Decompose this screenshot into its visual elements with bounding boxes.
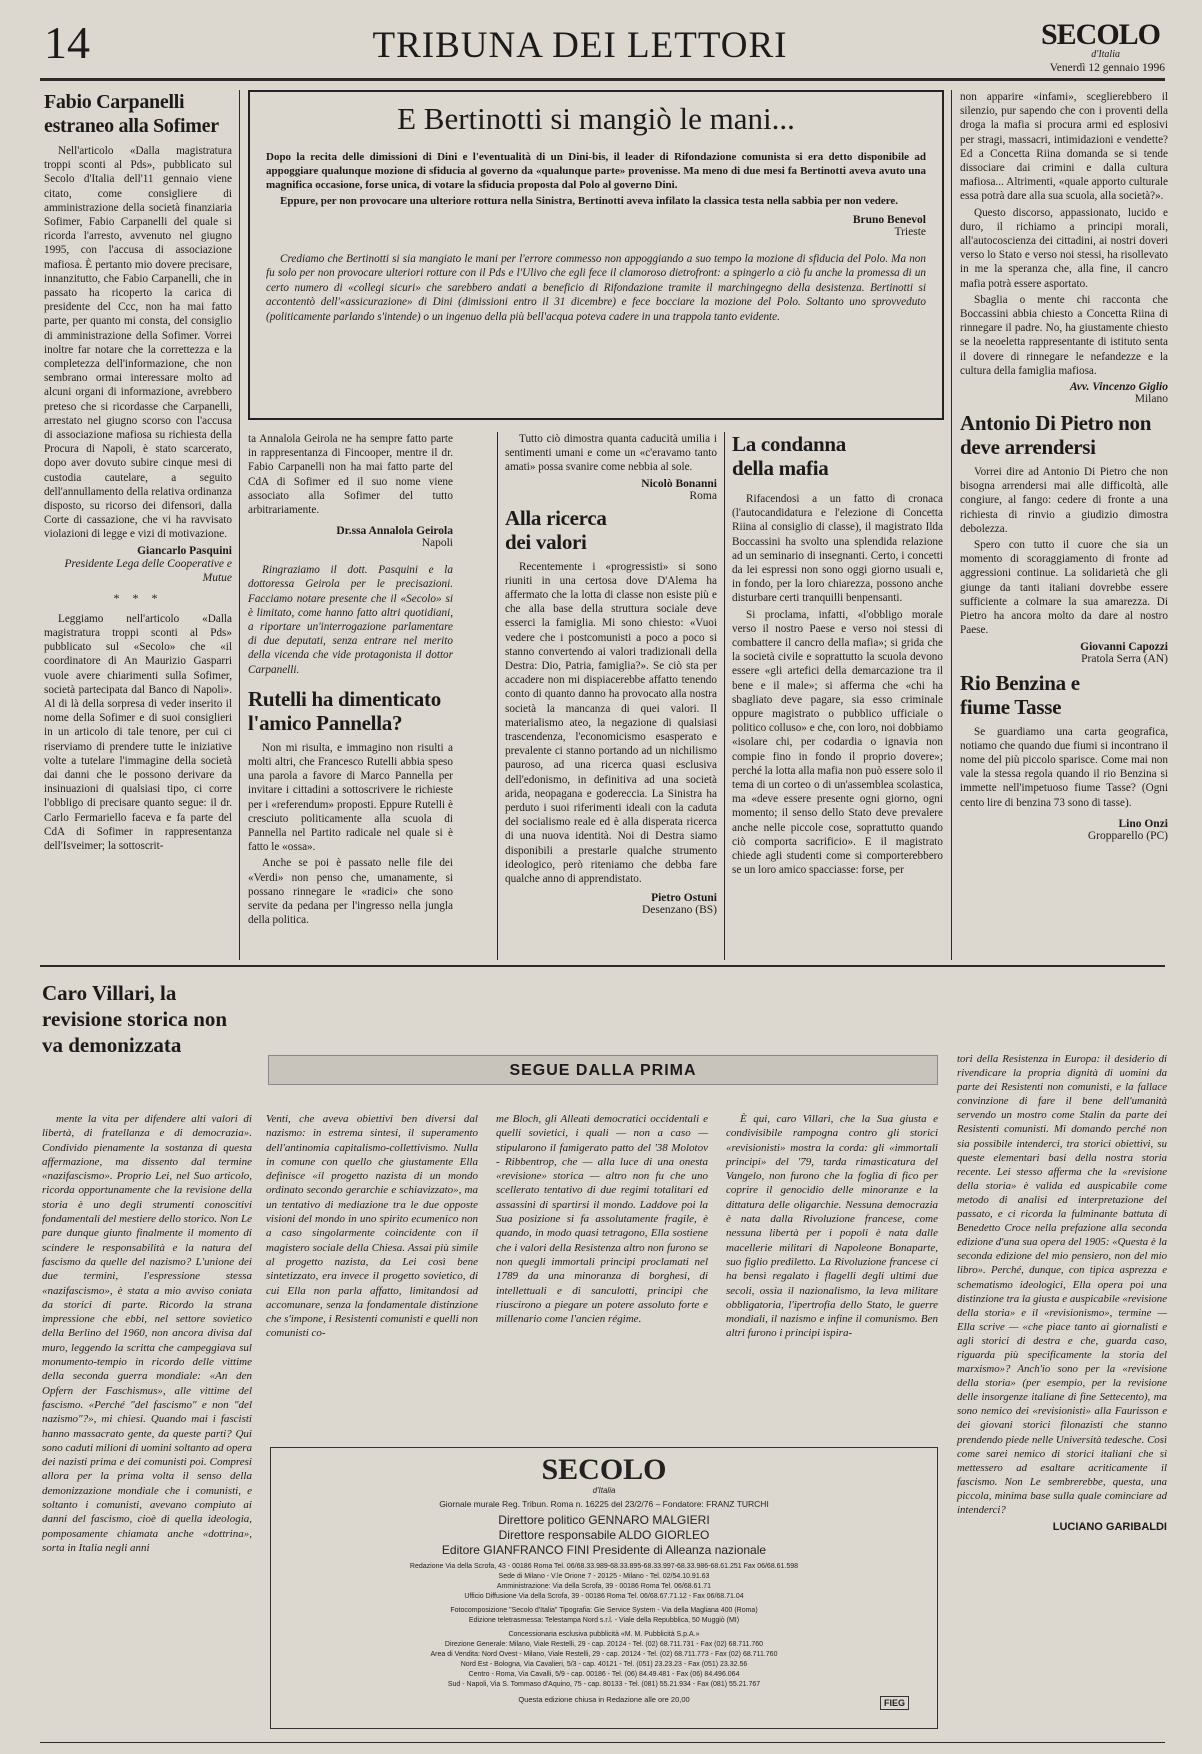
signature: Avv. Vincenzo Giglio: [1069, 381, 1168, 394]
headline-benzina: Rio Benzina e fiume Tasse: [960, 670, 1080, 719]
section-divider: [40, 965, 1165, 967]
colophon-line: Redazione Via della Scrofa, 43 - 00186 Roma Tel. 06/68.33.989-68.33.895-68.33.997-68.33.986-68.61.251 Fax 06/68.61.598: [409, 1563, 799, 1570]
column-5: [960, 90, 1168, 846]
colophon-line: Sede di Milano - V.le Orione 7 - 20125 - Milano - Tel. 02/54.10.91.63: [498, 1573, 710, 1580]
colophon-logo: SECOLO: [541, 1453, 667, 1486]
text: Anche se poi è passato nelle file dei «Verdi» non penso che, umanamente, si possano rinnegare le «radici» che sono servite da pedana per l'ingresso nella jungla della politica.: [248, 857, 453, 927]
column-rule: [951, 90, 952, 960]
signature: Bruno Benevol: [852, 214, 926, 226]
column-2: [248, 432, 453, 929]
responsible-director: Direttore responsabile ALDO GIORLEO: [498, 1528, 710, 1542]
signature-place: Milano: [1134, 393, 1168, 406]
column-4: [732, 432, 943, 879]
section-title: TRIBUNA DEI LETTORI: [372, 25, 788, 66]
colophon-line: Edizione teletrasmessa: Telestampa Nord s.r.l. - Viale della Repubblica, 50 Muggiò (MI): [468, 1617, 740, 1624]
intro-text: Dopo la recita delle dimissioni di Dini e l'eventualità di un Dini-bis, il leader di Rifondazione comunista si era detto disponibile ad appoggiare qualunque mozione di sfiducia al governo da «qualunque parte» provenisse. Ma meno di due mesi fa Bertinotti aveva avuto una magnifica occasione, forse unica, di votare la sfiducia proposta dal Polo al governo Dini.: [266, 151, 926, 191]
page-number: 14: [44, 17, 90, 68]
letter-carpanelli: [44, 90, 232, 855]
signature-place: Roma: [689, 489, 717, 502]
colophon-line: Amministrazione: Via della Scrofa, 39 - 00186 Roma Tel. 06/68.61.71: [496, 1583, 712, 1590]
separator-stars: * * *: [113, 590, 163, 605]
header-rule: [40, 78, 1165, 81]
editor-reply: Crediamo che Bertinotti si sia mangiato le mani per l'errore commesso non appoggiando a suo tempo la mozione di sfiducia del Polo. Ma non fu solo per non provocare ulteriori rotture con il Pds e l'Ulivo che egli fece il clamoroso dietrofront: a spingerlo a ciò fu anche la promessa di un certo numero di «collegi sicuri» che sarebbero andati a beneficio di Rifondazione tramite il marchingegno della desistenza. Bertinotti si accontentò dell'«assicurazione» di Dini (dimissioni entro il 31 dicembre) e fece bocciare la mozione del Polo. Soltanto uno sprovveduto (politicamente parlando s'intende) o un ingenuo della più bell'acqua poteva cadere in una trappola tanto evidente.: [266, 253, 926, 323]
editor-reply: Ringraziamo il dott. Pasquini e la dottoressa Geirola per le precisazioni. Facciamo notare presente che il «Secolo» si è limitato, come hanno fatto altri quotidiani, a riportare un'interrogazione parlamentare di due deputati, senza entrare nel merito della vicenda che vide protagonista il dottor Carpanelli.: [248, 564, 453, 676]
text: Rifacendosi a un fatto di cronaca (l'autocandidatura e l'elezione di Concetta Riina al consiglio di classe), il magistrato Ilda Boccassini ha svolto una splendida relazione ad un seminario di insegnanti. Certo, i concetti da lei espressi non sono oggi giorno usuali e, in fondo, per la loro chiarezza, possono anche disturbare certi tranquilli benpensanti.: [732, 493, 943, 605]
colophon-line: Concessionaria esclusiva pubblicità «M. M. Pubblicità S.p.A.»: [508, 1631, 700, 1638]
fieg-logo: FIEG: [880, 1696, 909, 1710]
text: Non mi risulta, e immagino non risulti a molti altri, che Francesco Rutelli abbia speso una parola a favore di Marco Pannella per invitare i cittadini a sottoscrivere le richieste per i «referendum» proposti. Eppure Rutelli è cresciuto politicamente alla scuola di Pannella nel Partito radicale nel quale si è fatto le «ossa».: [248, 741, 453, 854]
signature-place: Desenzano (BS): [641, 904, 717, 917]
text: tori della Resistenza in Europa: il desiderio di rivendicare la propria dignità di uomini da parte dei Resistenti non comunisti, e la fallace convinzione di fare il bene dell'umanità servendo un mostro come Stalin da parte dei Resistenti comunisti. Mi domando perché non sia possibile intenderci, tra storici obiettivi, su queste elementari basi della nostra storia recente. Lei stesso afferma che la «revisione della storia» è valida ed auspicabile come metodo di analisi ed interpretazione del passato, e ci ricorda la fulminante battuta di Benedetto Croce nella prefazione alla seconda edizione d'una sua opera del 1905: «Questa è la seconda edizione del mio pensiero, non del mio libro». Perché, dunque, con tipica asprezza e schematismo ideologici, Ella opera poi una distinzione tra la giusta e auspicabile «revisione della storia» e il «revisionismo», termine — Ella scrive — «che piace tanto ai giornalisti e agli storici di destra e che, guarda caso, riguarda più specificamente la storia del marxismo»? Anch'io sono per la «revisione della storia» (per esempio, per la revisione delle insorgenze italiane di fine Settecento), ma sono nemico dei «revisionisti» alla Faurisson e dei giovani storici filonazisti che stanno prendendo piede nelle Università tedesche. Così come sarei nemico di storici italiani che si mettessero ad esaltare acriticamente il fascismo. Non Le sembrerebbe, questa, una piccola, minima base sulla quale cominciare ad intenderci?: [957, 1053, 1167, 1516]
colophon-logo-sub: d'Italia: [592, 1486, 616, 1495]
masthead-logo: [1010, 20, 1160, 60]
text: Leggiamo nell'articolo «Dalla magistratura troppi sconti al Pds» pubblicato sul «Secolo» che «il coordinatore di An Maurizio Gasparri vuole avere chiarimenti sulla Sofimer, società partecipata dal Banco di Napoli». Al di là della sorpresa di veder inserito il nome della Sofimer e di suoi consiglieri in un articolo di tale tenore, per cui ci riserviamo di prendere tutte le iniziative volte a tutelare l'immagine della società dai danni che le possono derivare da insinuazioni di qualsiasi tipo, ci corre l'obbligo di precisare quanto segue: il dr. Carlo Fermariello faceva e fa parte del CdA di Sofimer in rappresentanza dell'Isveimer; la sottoscrit-: [44, 612, 232, 852]
signature-place: Napoli: [421, 537, 453, 550]
issue-date: Venerdì 12 gennaio 1996: [1049, 62, 1165, 74]
column-rule: [239, 90, 240, 960]
colophon-line: Sud - Napoli, Via S. Tommaso d'Aquino, 75 - cap. 80133 - Tel. (081) 55.21.934 - Fax (081) 55.21.767: [447, 1681, 761, 1688]
signature: Giovanni Capozzi: [1080, 640, 1168, 653]
text: Se guardiamo una carta geografica, notiamo che quando due fiumi si incontrano il nome del più piccolo sparisce. Come mai non vale la stessa regola quando il rio Benzina si immette nell'impetuoso fiume Tasse? (Ogni cento lire di benzina 73 sono di tasse).: [960, 725, 1168, 809]
text: Questo discorso, appassionato, lucido e duro, il richiamo a principi morali, all'autocoscienza dei cittadini, ai nostri doveri verso lo Stato e verso noi stessi, ha risollevato in me la speranza che, alla fine, il cancro mafia potrà essere asportato.: [960, 206, 1168, 290]
signature: LUCIANO GARIBALDI: [1052, 1521, 1167, 1534]
segue-banner: SEGUE DALLA PRIMA: [268, 1055, 938, 1085]
colophon-line: Centro - Roma, Via Cavalli, 5/9 - cap. 00186 - Tel. (06) 84.49.481 - Fax (06) 84.496.064: [468, 1671, 740, 1678]
headline-villari: Caro Villari, la revisione storica non va demonizzata: [42, 981, 228, 1057]
text: ta Annalola Geirola ne ha sempre fatto parte in rappresentanza di Fincooper, mentre il dr. Fabio Carpanelli non ha mai fatto parte del CdA di Sofimer ed il suo nome viene associato alla Sofimer del tutto arbitrariamente.: [248, 433, 453, 517]
text: Nell'articolo «Dalla magistratura troppi sconti al Pds», pubblicato sul Secolo d'Italia dell'11 gennaio viene citato, come consigliere di amministrazione della società finanziaria Sofimer, Fabio Carpanelli del quale si ricorda l'arresto, avvenuto nel giugno 1995, con l'accusa di associazione mafiosa. È pertanto mio dovere precisare, innanzitutto, che Fabio Carpanelli, che in passato ha ricoperto la carica di presidente del Ccc, non ha mai fatto parte, per quanto mi consta, del consiglio di amministrazione della Sofimer. Vorrei inoltre far notare che la correttezza e la completezza dell'informazione, che non sembrano ormai interessare molto ad alcuni organi di informazione, avrebbero preteso che si ricordasse che Carpanelli, arrestato nel giugno scorso con l'accusa di associazione mafiosa su richiesta della Procura di Napoli, è stato scarcerato, dopo aver dovuto subire cinque mesi di custodia cautelare, a seguito dell'annullamento della relativa ordinanza disposto, su ricorso dei difensori, dalla Corte di cassazione, che vi ha ravvisato violazioni di legge e vizi di motivazione.: [44, 145, 232, 541]
signature-place: Pratola Serra (AN): [1081, 652, 1168, 665]
column-rule: [724, 432, 725, 960]
column-rule: [497, 432, 498, 960]
column-3: [505, 432, 717, 920]
headline-mafia: La condanna della mafia: [732, 432, 846, 480]
colophon-line: Direzione Generale: Milano, Viale Restelli, 29 - cap. 20124 - Tel. (02) 68.711.731 - Fax (02) 68.711.760: [444, 1641, 764, 1648]
text: me Bloch, gli Alleati democratici occidentali e quelli sovietici, i quali — non a caso — stipularono il famigerato patto del '38 Molotov - Ribbentrop, che — alla luce di una onesta «revisione» storica — altro non fu che uno scellerato tentativo di due regimi totalitari ed assassini di spartirsi il mondo. Laddove poi la Sua posizione si fa assolutamente fragile, è quando, in modo quasi tetragono, Ella sostiene che i valori della Resistenza altro non furono se non quegli immortali principi proclamati nel 1789 da una minoranza di borghesi, di intellettuali e di sanculotti, principi che riuscirono a piegare un potere assoluto forte e millenario come l'ancien régime.: [496, 1113, 708, 1326]
publisher: Editore GIANFRANCO FINI Presidente di Alleanza nazionale: [441, 1543, 767, 1557]
colophon-line: Nord Est - Bologna, Via Cavalieri, 5/3 - cap. 40121 - Tel. (051) 23.23.23 - Fax (051) 23.32.56: [460, 1661, 748, 1668]
text: non apparire «infami», sceglierebbero il silenzio, pur sapendo che con i proventi della droga la mafia si procura armi ed esplosivi per stragi, massacri, intimidazioni e vendette? Ed a Concetta Riina domanda se si tende dissociare dai crimini e dalla cultura mafiosa... Altrimenti, «quale apporto culturale essa potrà dare alla sua scuola, alla società?».: [960, 91, 1168, 203]
signature: Pietro Ostuni: [651, 892, 717, 905]
colophon-box: [270, 1447, 938, 1729]
signature-place: Gropparello (PC): [1087, 829, 1168, 842]
political-director: Direttore politico GENNARO MALGIERI: [498, 1513, 710, 1527]
colophon-line: Area di Vendita: Nord Ovest - Milano, Viale Restelli, 29 - cap. 20124 - Tel. (02) 68.711.773 - Fax (02) 68.711.760: [430, 1651, 778, 1658]
signature: Giancarlo Pasquini: [137, 544, 232, 557]
headline-carpanelli: Fabio Carpanelli estraneo alla Sofimer: [44, 91, 219, 137]
text: Recentemente i «progressisti» si sono riuniti in una certosa dove D'Alema ha affermato che la lotta di classe non esiste più e che alla base della struttura sociale deve esserci la famiglia. Mi sono chiesto: «Vuoi vedere che i postcomunisti a poco a poco si stanno convertendo ai valori tradizionali della Destra: Dio, Patria, famiglia?». Se ciò sta per accadere non mi dispiacerebbe affatto tenendo conto di quanto danno ha provocato alla nostra società la mancanza di quei valori. Il materialismo ateo, la negazione di qualsiasi trascendenza, l'economicismo esasperato e prevalente ci stanno portando ad un nichilismo pauroso, ad una ricerca quasi esclusiva dell'edonismo, in definitiva ad una società arida, neopagana e godereccia. La Sinistra ha perduto i suoi riferimenti ideali con la caduta del socialismo reale ed è alla disperata ricerca di una nuova identità. Noi di Destra siamo disponibili a prestarle qualche strumento ideologico, però riteniamo che debba fare qualche anno di apprendistato.: [505, 560, 717, 886]
colophon-line: Fotocomposizione "Secolo d'Italia" Tipografia: Gie Service System - Via della Magliana 400 (Roma): [450, 1607, 758, 1614]
text: Spero con tutto il cuore che sia un momento di scoraggiamento di fronte ad aggressioni continue. La solidarietà che gli giunge da tanti italiani dovrebbe essere sufficiente a colmare la sua amarezza. Di Pietro ha ancora molto da dare al nostro Paese.: [960, 539, 1168, 637]
colophon-line: Ufficio Diffusione Via della Scrofa, 39 - 00186 Roma Tel. 06/68.67.71.12 - Fax 06/68.71.04: [464, 1593, 744, 1600]
text: mente la vita per difendere alti valori di libertà, di fratellanza e di democrazia». Condivido pienamente la sostanza di questa affermazione, ma dissento dal termine «nazifascismo». Proprio Lei, nel Suo articolo, ricorda opportunamente che la revisione della storia è uno degli strumenti conoscitivi fondamentali del mestiere dello storico. Non Le pare dunque giunto finalmente il momento di scindere le responsabilità e la natura del fascismo da quelle del nazismo? L'unione dei due termini, l'espressione stessa «nazifascismo», è stata a mio avviso coniata da storici di parte. Ricordo la strana impressione che ebbi, nel settore sovietico della Berlino del 1960, non ancora divisa dal muro, leggendo la scritta che campeggiava sul monumento-tempio in ricordo delle vittime della seconda guerra mondiale: «An den Opfern der Faschismus», alle vittime del fascismo. «Perché "del fascismo" e non "del nazismo"?», mi chiesi. Quando mai i fascisti hanno massacrato gente, da queste parti? Qui sono caduti milioni di uomini soltanto ad opera dei nazisti prima e dei comunisti poi. Compresi allora per la prima volta il senso della demonizzazione mondiale che i comunisti, e soltanto i comunisti, avevano compiuto ai danni del fascismo, cioè di quella ideologia, pomposamente chiamata anche «dottrina», sorta in Italia negli anni: [42, 1113, 252, 1554]
closing-time: Questa edizione chiusa in Redazione alle ore 20,00: [518, 1695, 690, 1704]
signature: Dr.ssa Annalola Geirola: [336, 525, 453, 538]
masthead-title: SECOLO: [1040, 18, 1160, 51]
bottom-col-3: [496, 1112, 708, 1328]
text: Tutto ciò dimostra quanta caducità umilia i sentimenti umani e come un «c'eravamo tanto amati» possa svanire come nebbia al sole.: [505, 433, 717, 474]
signature-role: Presidente Lega delle Cooperative e Mutue: [64, 557, 232, 584]
boxed-letter-bertinotti: [248, 90, 944, 420]
headline-bertinotti: E Bertinotti si mangiò le mani...: [397, 101, 795, 136]
bottom-col-4: [726, 1112, 938, 1343]
masthead-subtitle: d'Italia: [1091, 49, 1120, 60]
text: Vorrei dire ad Antonio Di Pietro che non bisogna arrendersi mai alle difficoltà, alle congiure, al fango: cedere di fronte a una richiesta di rinvio a giudizio dimostra debolezza.: [960, 466, 1168, 535]
intro-text: Eppure, per non provocare una ulteriore rottura nella Sinistra, Bertinotti aveva infilato la classica testa nella sabbia per non vedere.: [280, 195, 899, 207]
headline-valori: Alla ricerca dei valori: [505, 505, 607, 554]
text: È qui, caro Villari, che la Sua giusta e condivisibile rampogna contro gli storici «revisionisti» mostra la corda: gli «immortali principi» del '79, tarda rimasticatura del Vangelo, non furono che la foglia di fico per coprire il genocidio delle minoranze e la dittatura delle oligarchie. Nessuna democrazia è nata dalla Rivoluzione francese, come nessuna libertà per i popoli è nata dalle macellerie militari di Napoleone Bonaparte, suo figlio prediletto. La Rivoluzione francese ci ha bensì regalato i flagelli degli ultimi due secoli, ossia il nazionalismo, la leva militare obbligatoria, l'ipertrofia dello Stato, le guerre mondiali, il nazismo e infine il comunismo. Ben altri furono i principi ispira-: [726, 1113, 938, 1340]
registration: Giornale murale Reg. Tribun. Roma n. 16225 del 23/2/76 – Fondatore: FRANZ TURCHI: [439, 1499, 769, 1509]
signature: Nicolò Bonanni: [641, 477, 717, 490]
bottom-rule: [40, 1742, 1165, 1743]
bottom-col-1: [42, 1112, 252, 1557]
signature-place: Trieste: [894, 226, 926, 238]
signature: Lino Onzi: [1118, 817, 1168, 830]
headline-dipietro: Antonio Di Pietro non deve arrendersi: [960, 411, 1152, 460]
text: Si proclama, infatti, «l'obbligo morale verso il nostro Paese e verso noi stessi di combattere il cancro della mafia»; si grida che la società civile e soprattutto la scuola devono essere «gli artefici della demarcazione tra il bene e il male»; si afferma che «chi ha sbagliato deve pagare, sia esso criminale oppure magistrato o pubblico ufficiale o politico colluso» e che, con loro, noi dobbiamo «isolare chi, per codardia o ignavia non compie fino in fondo il proprio dovere»; perché la lotta alla mafia non può essere solo il tema di un corteo o di un'assemblea scolastica, ma «deve essere presente ogni giorno, ogni momento; il senso dello Stato deve prevalere anche nelle piccole cose, soprattutto quando ciò comporta sacrificio». E il magistrato chiede agli studenti come si comporterebbero se un loro amico spacciasse: forse, per: [732, 608, 943, 877]
bottom-col-2: [266, 1112, 478, 1343]
bottom-col-5: [957, 1052, 1167, 1533]
headline-rutelli: Rutelli ha dimenticato l'amico Pannella?: [248, 686, 441, 735]
text: Venti, che aveva obiettivi ben diversi dal nazismo: in estrema sintesi, il superamento dell'antinomia capitalismo-collettivismo. Nulla in comune con quello che giustamente Ella definisce «il progetto nazista di un mondo ordinato secondo gerarchie e schiavizzato», ma un tentativo di mediazione tra le due opposte visioni del mondo in uno spirito ecumenico non a caso singolarmente coincidente con il magistero sociale della Chiesa. Assai più simile al progetto nazista, da Lei così bene sintetizzato, era invece il progetto sovietico, di cui Ella non parla affatto, limitandosi ad accomunare, senza la fondamentale distinzione che s'impone, i Resistenti comunisti e quelli non comunisti co-: [266, 1113, 478, 1340]
text: Sbaglia o mente chi racconta che Boccassini abbia chiesto a Concetta Riina di rinnegare il padre. No, ha giustamente chiesto se la neoeletta rappresentante di istituto senta il dovere di rinnegare le nefandezze e la cultura della famiglia mafiosa.: [960, 293, 1168, 377]
